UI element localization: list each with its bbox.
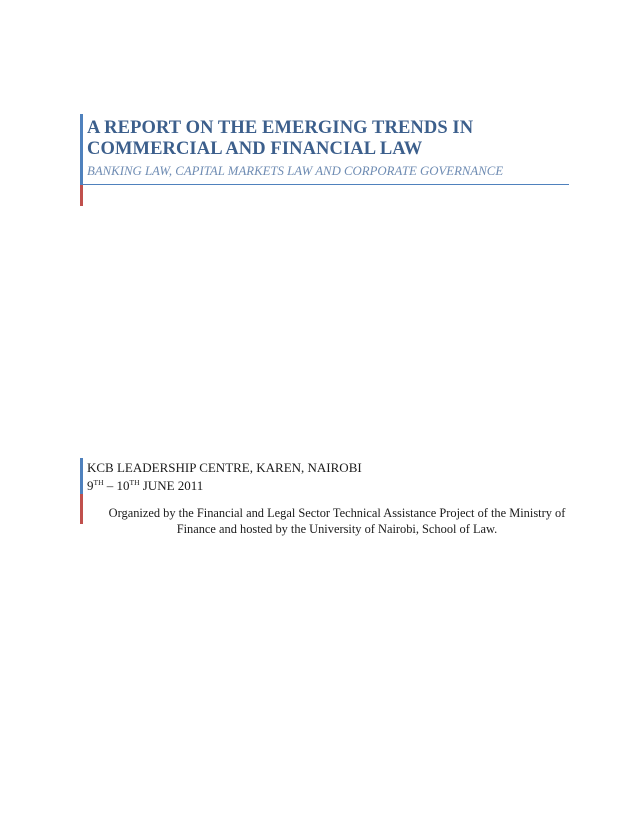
title-accent-bar-red xyxy=(80,184,83,206)
date-day-end-suffix: TH xyxy=(129,478,140,487)
title-underline xyxy=(80,184,569,185)
venue-accent-bar-blue xyxy=(80,458,83,494)
date-day-start-suffix: TH xyxy=(93,478,104,487)
venue-accent-bar-red xyxy=(80,494,83,524)
report-subtitle: BANKING LAW, CAPITAL MARKETS LAW AND CORPORATE GOVERNANCE xyxy=(87,164,504,178)
date-day-end: 10 xyxy=(116,478,130,493)
report-title: A REPORT ON THE EMERGING TRENDS IN COMMERCIAL AND FINANCIAL LAW xyxy=(87,118,474,159)
event-date xyxy=(87,478,203,494)
title-accent-bar-blue xyxy=(80,114,83,184)
event-venue: KCB LEADERSHIP CENTRE, KAREN, NAIROBI xyxy=(87,460,362,475)
date-separator: – xyxy=(103,478,117,493)
organized-by-statement: Organized by the Financial and Legal Sector Technical Assistance Project of the Ministry of Finance and hosted by the University of Nairobi, School of Law. xyxy=(108,506,566,536)
date-month-year: JUNE 2011 xyxy=(139,478,204,493)
date-day-start: 9 xyxy=(87,478,94,493)
